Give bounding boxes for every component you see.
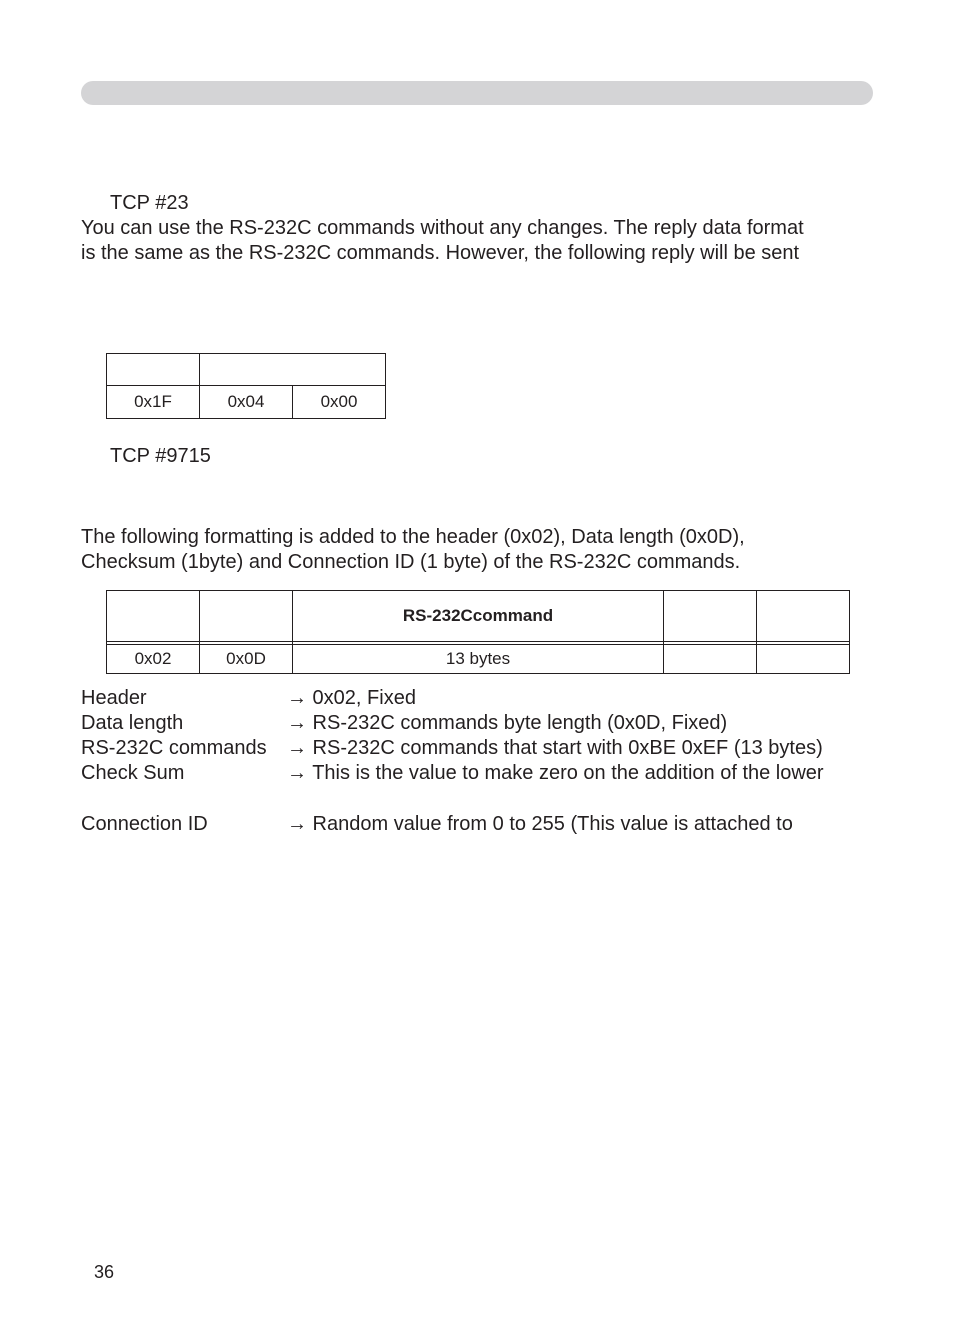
page-number: 36 <box>94 1262 115 1282</box>
table-header-row <box>107 354 386 386</box>
tcp9715-label: TCP #9715 <box>110 445 211 467</box>
table-cell: 0x0D <box>200 645 293 674</box>
table-cell: 0x02 <box>107 645 200 674</box>
table-header-cell <box>664 591 757 642</box>
definition-term: Data length <box>81 712 184 734</box>
table-cell: 0x04 <box>200 386 293 419</box>
section-header-bar <box>81 81 873 105</box>
table-header-cell <box>200 354 386 386</box>
tcp9715-text-line1: The following formatting is added to the header (0x02), Data length (0x0D), <box>81 526 745 548</box>
format-table <box>106 590 850 674</box>
definition-desc: → This is the value to make zero on the addition of the lower <box>287 762 824 784</box>
definition-term: Header <box>81 687 147 709</box>
table-row <box>107 386 386 419</box>
table-cell: 13 bytes <box>293 645 664 674</box>
definition-term: Connection ID <box>81 813 208 835</box>
definition-term: Check Sum <box>81 762 185 784</box>
table-header-row <box>107 591 850 642</box>
table-header-cell <box>200 591 293 642</box>
table-cell: 0x1F <box>107 386 200 419</box>
tcp23-text-line2: is the same as the RS-232C commands. However, the following reply will be sent <box>81 242 800 264</box>
definition-desc: → 0x02, Fixed <box>287 687 416 709</box>
definition-desc: → Random value from 0 to 255 (This value is attached to <box>287 813 793 835</box>
definition-desc: → RS-232C commands byte length (0x0D, Fixed) <box>287 712 728 734</box>
tcp23-text-line1: You can use the RS-232C commands without any changes. The reply data format <box>81 217 804 239</box>
table-cell <box>757 645 850 674</box>
tcp9715-text-line2: Checksum (1byte) and Connection ID (1 byte) of the RS-232C commands. <box>81 551 741 573</box>
table-row <box>107 645 850 674</box>
table-cell <box>664 645 757 674</box>
definition-desc: → RS-232C commands that start with 0xBE 0xEF (13 bytes) <box>287 737 823 759</box>
table-cell: 0x00 <box>293 386 386 419</box>
table-header-cell <box>107 354 200 386</box>
definition-term: RS-232C commands <box>81 737 267 759</box>
reply-table <box>106 353 386 419</box>
tcp23-label: TCP #23 <box>110 192 189 214</box>
table-header-cell <box>107 591 200 642</box>
table-header-cell <box>757 591 850 642</box>
table-header-cell: RS-232Ccommand <box>293 591 664 642</box>
